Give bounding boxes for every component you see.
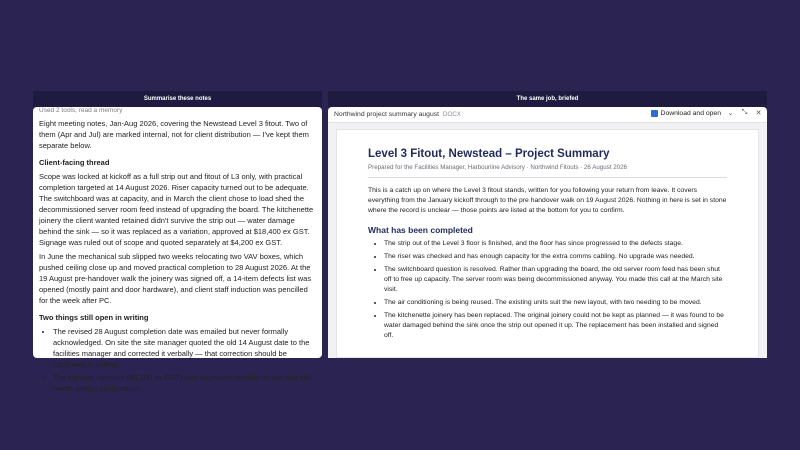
- document-toolbar: [328, 107, 767, 122]
- tools-used-note[interactable]: Used 2 tools, read a memory: [39, 107, 123, 114]
- chat-panel[interactable]: [33, 107, 322, 393]
- download-and-open-button[interactable]: [651, 110, 721, 117]
- document-actions: [651, 109, 763, 117]
- list-item: • The switchboard question is resolved. Rather than upgrading the board, the old server room feed has been shut off to free up capacity. The server room was being decommissioned anyway. You made this call at the March site visit.: [384, 265, 727, 295]
- summary-intro: Eight meeting notes, Jan-Aug 2026, covering the Newstead Level 3 fitout. Two of them (Apr and Jul) are marked internal, not for client distribution — I've kept them separate below.: [39, 119, 309, 150]
- document-page: [336, 129, 759, 358]
- schedule-paragraph: In June the mechanical sub slipped two weeks relocating two VAV boxes, which pushed ceiling close up and moved practical completion to 28 August 2026. At the 19 August pre-handover walk the joinery was signed off, a 14-item defects list was opened (mostly paint and door hardware), and client staff induction was pencilled for the week after PC.: [39, 252, 312, 305]
- chevron-down-icon[interactable]: ⌄: [727, 110, 734, 117]
- word-doc-icon: [651, 110, 658, 117]
- download-label: Download and open: [660, 109, 721, 117]
- client-facing-paragraph: Scope was locked at kickoff as a full strip out and fitout of L3 only, with practical completion targeted at 14 August 2026. Riser capacity turned out to be adequate. The switchboard was at capacity, and in March the client chose to load shed the decommissioned server room feed instead of upgrading the board. The kitchenette joinery the client wanted retained didn't survive the strip out — water damage behind the sink — so it was replaced as a variation, approved at $18,400 ex GST. Signage was ruled out of scope and quoted separately at $4,200 ex GST.: [39, 172, 314, 247]
- right-panel-header: The same job, briefed: [328, 91, 767, 107]
- document-viewer: [328, 107, 767, 358]
- close-icon[interactable]: ✕: [755, 110, 762, 117]
- document-title: Level 3 Fitout, Newstead – Project Summary: [368, 148, 610, 160]
- list-item: • The strip out of the Level 3 floor is finished, and the floor has since progressed to the defects stage.: [384, 239, 727, 249]
- completed-list: [368, 239, 727, 341]
- completed-section-heading: What has been completed: [368, 225, 473, 235]
- document-name: Northwind project summary august: [334, 111, 440, 118]
- client-facing-heading: Client-facing thread: [39, 158, 110, 167]
- list-item: • The riser was checked and has enough capacity for the extra comms cabling. No upgrade was needed.: [384, 252, 727, 262]
- document-canvas[interactable]: [328, 122, 767, 358]
- document-intro: This is a catch up on where the Level 3 fitout stands, written for you following your return from leave. It covers everything from the January kickoff through to the pre handover walk on 19 August 2026. Nothing in here is set in stone where the record is unclear — those points are listed at the bottom for you to confirm.: [368, 187, 727, 214]
- document-meta: Prepared for the Facilities Manager, Harbourline Advisory · Northwind Fitouts · 26 August 2026: [368, 164, 727, 178]
- open-items-heading: Two things still open in writing: [39, 313, 149, 322]
- open-items-list: [39, 326, 316, 394]
- list-item: • The revised 28 August completion date was emailed but never formally acknowledged. On site the site manager quoted the old 14 August date to the facilities manager and corrected it verbally — that correction should be confirmed in writing.: [53, 326, 316, 370]
- collapse-icon[interactable]: ⤡: [741, 109, 748, 116]
- list-item: • The signage variation ($4,200 ex GST) was approved verbally on site and still needs written confirmation.: [53, 372, 316, 394]
- file-type-badge: DOCX: [443, 111, 461, 118]
- list-item: • The kitchenette joinery has been replaced. The original joinery could not be kept as planned — it was found to be water damaged behind the sink once the strip out opened it up. The replacement has been installed and signed off.: [384, 311, 727, 341]
- list-item: • The air conditioning is being reused. The existing units suit the new layout, with two needing to be moved.: [384, 298, 727, 308]
- left-panel-header: Summarise these notes: [33, 91, 322, 107]
